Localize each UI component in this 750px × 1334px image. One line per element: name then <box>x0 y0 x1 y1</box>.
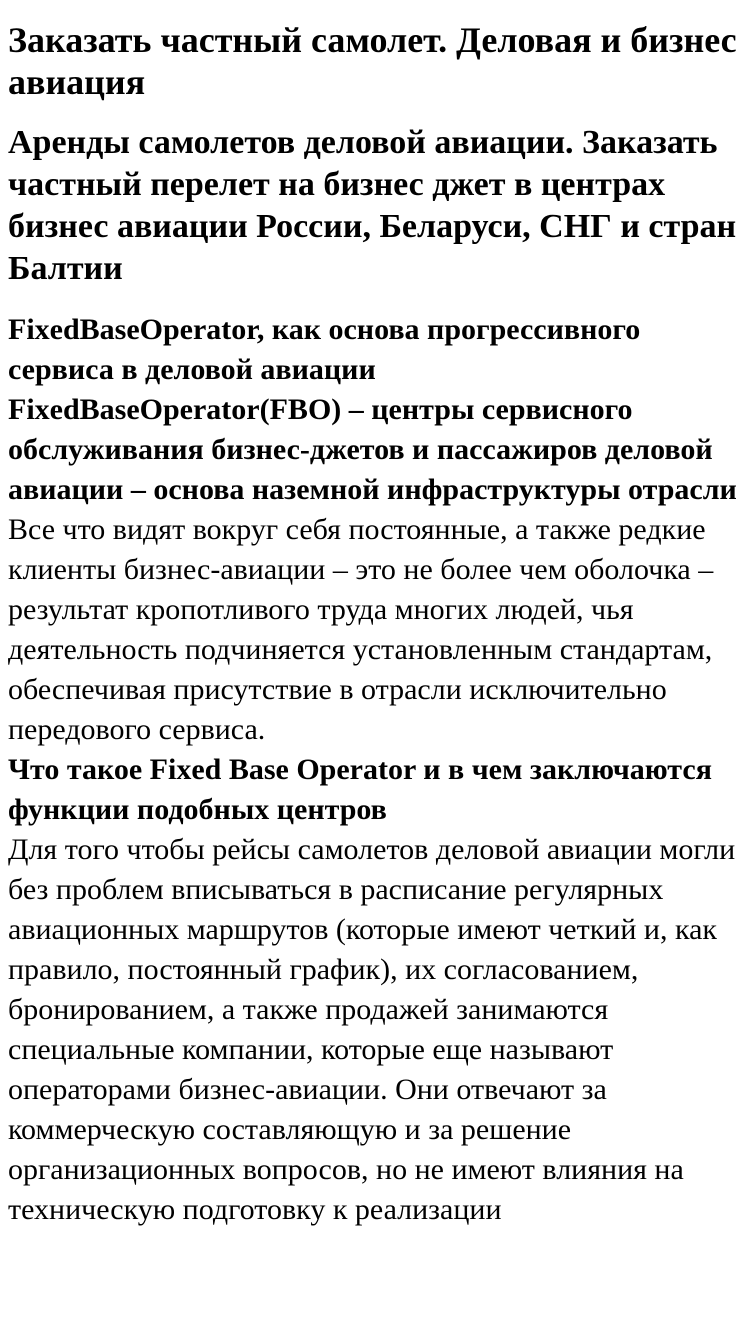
section-heading: FixedBaseOperator, как основа прогрессивного сервиса в деловой авиации <box>8 313 641 386</box>
page-title: Заказать частный самолет. Деловая и бизнес авиация <box>8 20 737 102</box>
article <box>8 0 746 1230</box>
paragraph-operators: Для того чтобы рейсы самолетов деловой авиации могли без проблем вписываться в расписание регулярных авиационных маршрутов (которые имеют четкий и, как правило, постоянный график), их согласованием, бронированием, а также продажей занимаются специальные компании, которые еще называют операторами бизнес-авиации. Они отвечают за коммерческую составляющую и за решение организационных вопросов, но не имеют влияния на техническую подготовку к реализации <box>8 833 736 1226</box>
lead-heading: FixedBaseOperator(FBO) – центры сервисного обслуживания бизнес-джетов и пассажиров деловой авиации – основа наземной инфраструктуры отрасли <box>8 393 737 506</box>
page-subtitle: Аренды самолетов деловой авиации. Заказать частный перелет на бизнес джет в центрах бизнес авиации России, Беларуси, СНГ и стран Балтии <box>8 124 737 287</box>
paragraph-intro: Все что видят вокруг себя постоянные, а также редкие клиенты бизнес-авиации – это не более чем оболочка – результат кропотливого труда многих людей, чья деятельность подчиняется установленным стандартам, обеспечивая присутствие в отрасли исключительно передового сервиса. <box>8 513 714 746</box>
subheading-fbo-functions: Что такое Fixed Base Operator и в чем заключаются функции подобных центров <box>8 753 712 826</box>
